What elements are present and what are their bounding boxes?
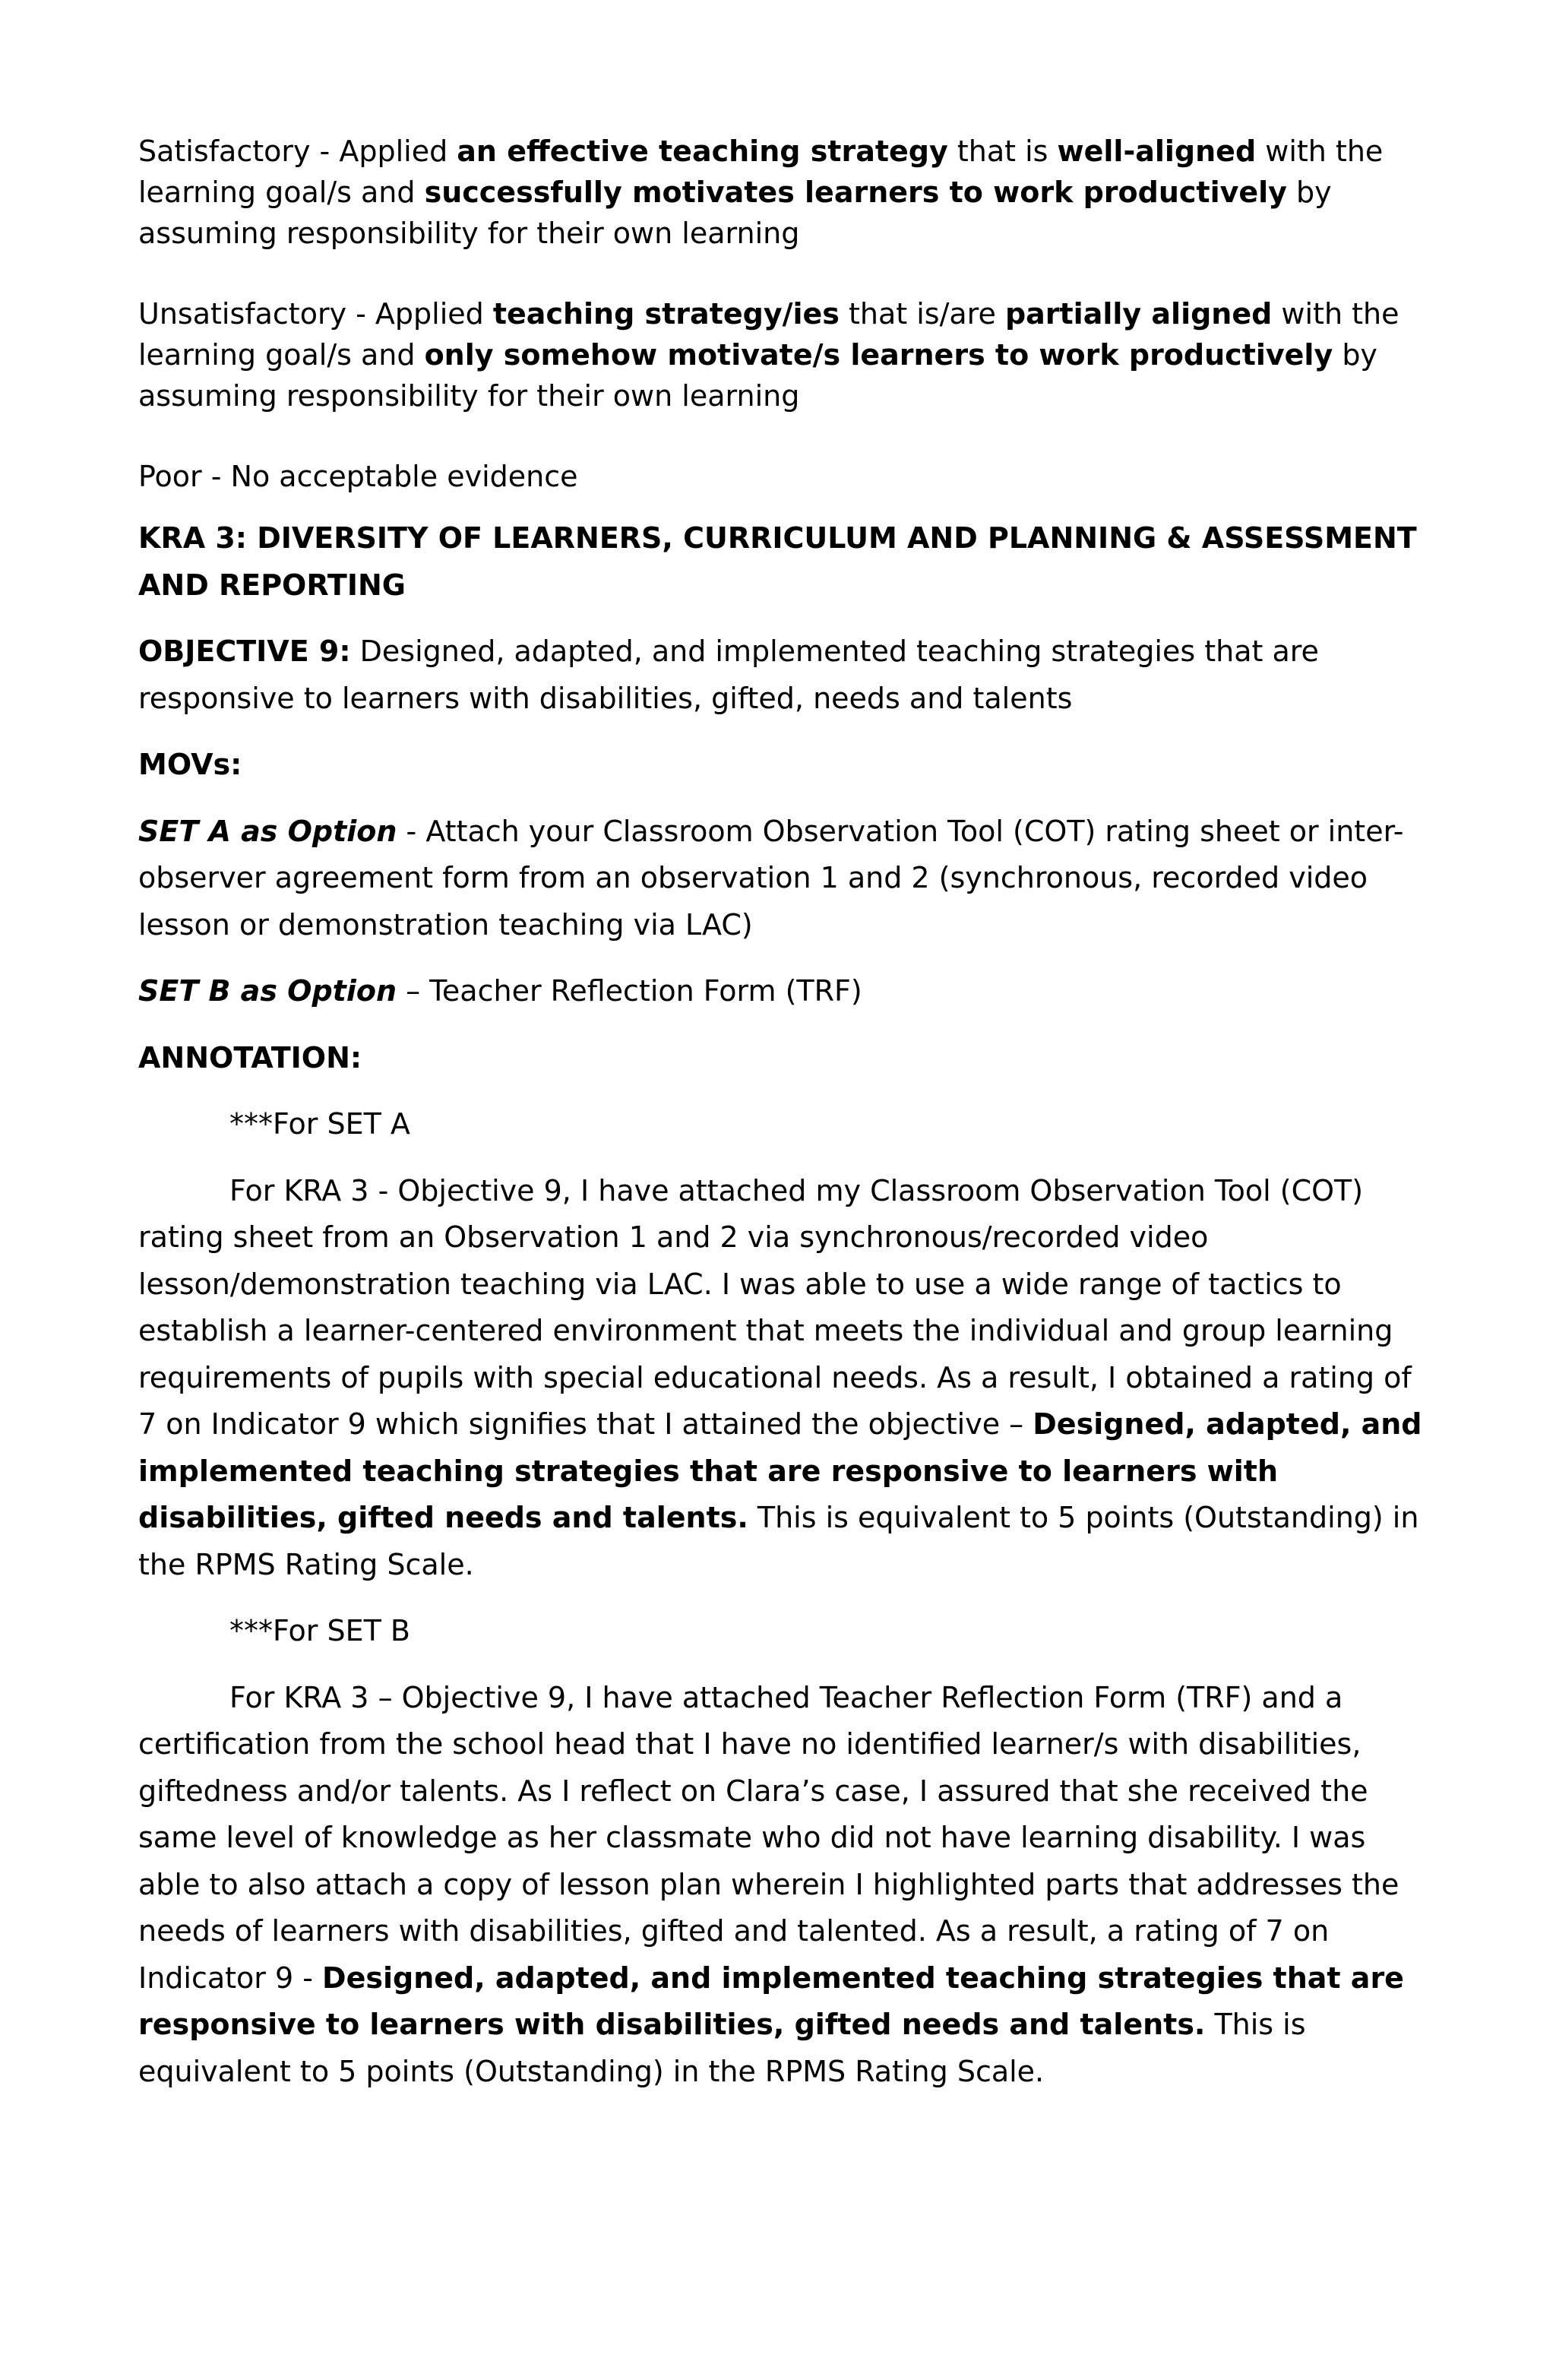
- poor-criterion: Poor - No acceptable evidence: [138, 460, 578, 493]
- kra-heading: KRA 3: DIVERSITY OF LEARNERS, CURRICULUM AND PLANNING & ASSESSMENT AND REPORTING: [138, 521, 1417, 602]
- set-b-annotation-bold: Designed, adapted, and implemented teaching strategies that are responsive to learners with disabilities, gifted needs and talents.: [138, 1961, 1404, 2041]
- set-a-annotation-heading: ***For SET A: [229, 1107, 410, 1141]
- set-a-annotation-text: For KRA 3 - Objective 9, I have attached my Classroom Observation Tool (COT) rating sheet from an Observation 1 and 2 via synchronous/recorded video lesson/demonstration teaching via LAC. I was able to use a wide range of tactics to establish a learner-centered environment that meets the individual and group learning requirements of pupils with special educational needs. As a result, I obtained a rating of 7 on Indicator 9 which signifies that I attained the objective –: [138, 1173, 1412, 1441]
- objective-text: Designed, adapted, and implemented teaching strategies that are responsive to learners with disabilities, gifted, needs and talents: [138, 635, 1319, 715]
- objective-label: OBJECTIVE 9:: [138, 635, 351, 668]
- unsatisfactory-bold-1: teaching strategy/ies: [492, 297, 840, 331]
- satisfactory-text-2: that is: [947, 135, 1058, 168]
- set-b-option-text: – Teacher Reflection Form (TRF): [397, 974, 862, 1008]
- set-b-annotation-heading: ***For SET B: [229, 1614, 410, 1647]
- unsatisfactory-bold-2: partially aligned: [1004, 297, 1273, 331]
- objective-statement: [138, 628, 1422, 722]
- unsatisfactory-criterion: [138, 293, 1422, 416]
- set-a-option: [138, 809, 1422, 949]
- satisfactory-bold-1: an effective teaching strategy: [457, 135, 948, 168]
- satisfactory-text-1: Satisfactory - Applied: [138, 135, 457, 168]
- document-page: [138, 131, 1422, 2095]
- set-a-annotation: [138, 1168, 1422, 1589]
- set-a-annotation-end: This is equivalent to 5 points (Outstanding) in the RPMS Rating Scale.: [138, 1501, 1419, 1581]
- unsatisfactory-text-1: Unsatisfactory - Applied: [138, 297, 493, 331]
- set-b-annotation-end: This is equivalent to 5 points (Outstanding) in the RPMS Rating Scale.: [138, 2008, 1306, 2088]
- unsatisfactory-bold-3: only somehow motivate/s learners to work productively: [424, 338, 1333, 372]
- set-a-option-label: SET A as Option: [138, 814, 397, 848]
- movs-heading: MOVs:: [138, 748, 242, 781]
- satisfactory-criterion: [138, 131, 1422, 254]
- unsatisfactory-text-3: with the learning goal/s and: [138, 297, 1399, 372]
- satisfactory-text-3: with the learning goal/s and: [138, 135, 1384, 209]
- set-a-annotation-bold: Designed, adapted, and implemented teaching strategies that are responsive to learners with disabilities, gifted needs and talents.: [138, 1407, 1422, 1534]
- satisfactory-bold-2: well-aligned: [1057, 135, 1257, 168]
- annotation-heading: ANNOTATION:: [138, 1040, 362, 1074]
- set-b-annotation-text: For KRA 3 – Objective 9, I have attached Teacher Reflection Form (TRF) and a certification from the school head that I have no identified learner/s with disabilities, giftedness and/or talents. As I reflect on Clara’s case, I assured that she received the same level of knowledge as her classmate who did not have learning disability. I was able to also attach a copy of lesson plan wherein I highlighted parts that addresses the needs of learners with disabilities, gifted and talented. As a result, a rating of 7 on Indicator 9 -: [138, 1680, 1399, 1995]
- unsatisfactory-text-2: that is/are: [839, 297, 1005, 331]
- set-b-annotation: [138, 1675, 1422, 2096]
- set-a-option-text: - Attach your Classroom Observation Tool (COT) rating sheet or inter-observer agreement form from an observation 1 and 2 (synchronous, recorded video lesson or demonstration teaching via LAC): [138, 814, 1404, 942]
- satisfactory-text-4: by assuming responsibility for their own learning: [138, 176, 1332, 250]
- set-b-option: [138, 968, 1422, 1015]
- unsatisfactory-text-4: by assuming responsibility for their own learning: [138, 338, 1377, 413]
- set-b-option-label: SET B as Option: [138, 974, 397, 1008]
- satisfactory-bold-3: successfully motivates learners to work productively: [424, 176, 1287, 209]
